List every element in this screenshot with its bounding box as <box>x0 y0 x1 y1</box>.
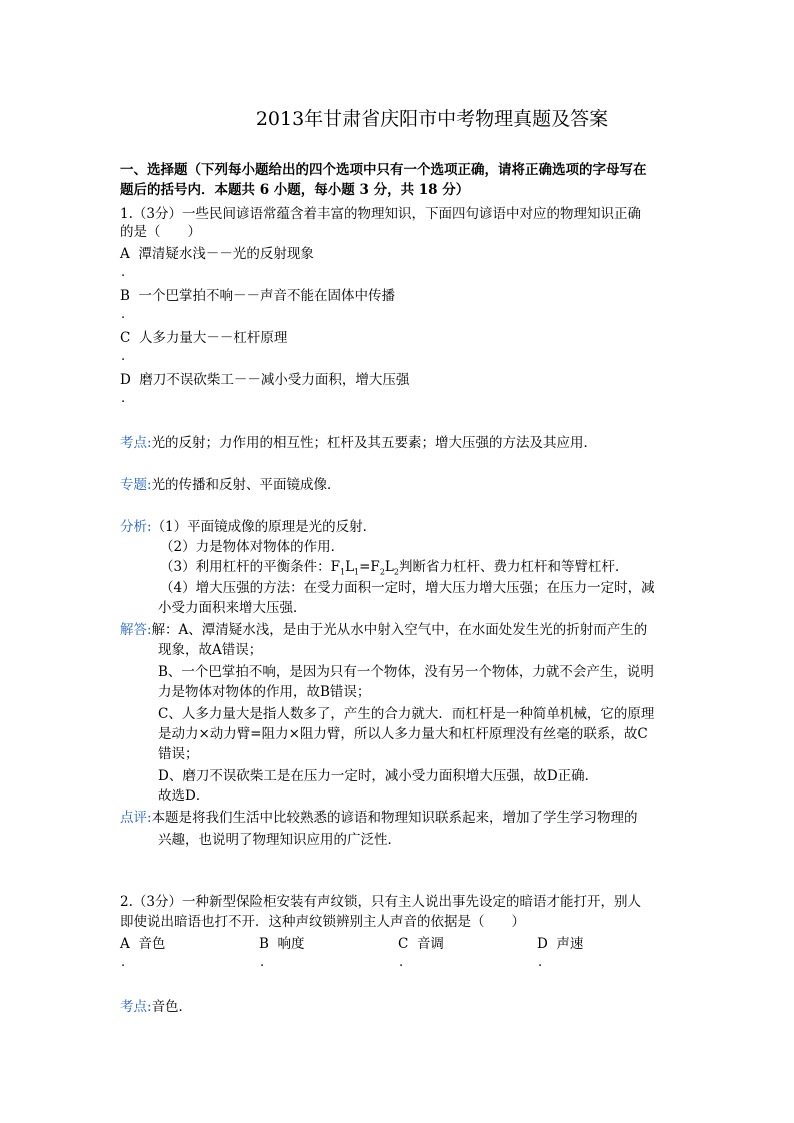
option-text: 人多力量大－－杠杆原理 <box>138 330 288 346</box>
zhuanti-text: 光的传播和反射、平面镜成像． <box>151 477 341 493</box>
option-dot: . <box>399 955 404 970</box>
q1-fenxi-line4: （4）增大压强的方法：在受力面积一定时，增大压力增大压强；在压力一定时，减 <box>160 580 655 596</box>
q2-kaodian <box>120 998 192 1016</box>
option-text: 音调 <box>416 936 444 952</box>
q1-stem-line2: 的是（ ） <box>120 224 201 240</box>
fenxi3-text: L <box>345 559 355 575</box>
option-dot: . <box>121 955 126 970</box>
q1-kaodian <box>120 434 597 452</box>
q1-option-d <box>120 371 409 389</box>
option-dot: . <box>121 349 126 364</box>
option-text: 声速 <box>556 936 584 952</box>
page-title: 2013年甘肃省庆阳市中考物理真题及答案 <box>255 108 609 130</box>
option-letter: A <box>120 246 130 262</box>
q1-jieda-line8: D、磨刀不误砍柴工是在压力一定时，减小受力面积增大压强，故D正确． <box>158 768 599 784</box>
subscript: 1 <box>339 567 346 577</box>
q2-stem-line2: 即使说出暗语也打不开．这种声纹锁辨别主人声音的依据是（ ） <box>120 914 525 930</box>
option-text: 磨刀不误砍柴工－－减小受力面积，增大压强 <box>139 372 410 388</box>
option-dot: . <box>538 955 543 970</box>
jieda-text: 解：A、潭清疑水浅，是由于光从水中射入空气中，在水面处发生光的折射而产生的 <box>151 622 648 638</box>
option-letter: D <box>537 936 548 952</box>
zhuanti-label: 专题: <box>120 477 152 493</box>
option-text: 一个巴掌拍不响－－声音不能在固体中传播 <box>138 288 396 304</box>
kaodian-label: 考点: <box>120 435 152 451</box>
option-dot: . <box>121 391 126 406</box>
q1-jieda-line6: 是动力×动力臂=阻力×阻力臂，所以人多力量大和杠杆原理没有丝毫的联系，故C <box>158 726 648 742</box>
option-letter: A <box>120 936 130 952</box>
option-letter: C <box>120 330 131 346</box>
q2-stem-line1: 2.（3分）一种新型保险柜安装有声纹锁，只有主人说出事先设定的暗语才能打开，别人 <box>120 894 641 910</box>
option-dot: . <box>121 265 126 280</box>
q1-fenxi-line5: 小受力面积来增大压强． <box>158 600 307 616</box>
q2-option-d <box>537 935 583 953</box>
fenxi3-text: 判断省力杠杆、费力杠杆和等臂杠杆． <box>398 559 629 575</box>
q1-jieda-line1 <box>120 621 647 639</box>
kaodian-text: 光的反射；力作用的相互性；杠杆及其五要素；增大压强的方法及其应用． <box>151 435 598 451</box>
q1-option-b <box>120 287 395 305</box>
kaodian-label: 考点: <box>120 999 152 1015</box>
subscript: 2 <box>379 567 385 577</box>
q1-jieda-line4: 力是物体对物体的作用，故B错误； <box>158 684 371 700</box>
fenxi3-text: L <box>384 559 394 575</box>
q1-option-c <box>120 329 287 347</box>
q1-fenxi-line2: （2）力是物体对物体的作用． <box>160 539 345 555</box>
q1-jieda-line9: 故选D． <box>158 788 210 804</box>
q1-jieda-line2: 现象，故A错误； <box>158 642 263 658</box>
q1-option-a <box>120 245 314 263</box>
q1-jieda-line3: B、一个巴掌拍不响，是因为只有一个物体，没有另一个物体，力就不会产生，说明 <box>158 664 654 680</box>
section-heading-line1: 一、选择题（下列每小题给出的四个选项中只有一个选项正确，请将正确选项的字母写在 <box>120 162 647 178</box>
subscript: 2 <box>393 567 399 577</box>
q1-zhuanti <box>120 476 341 494</box>
option-letter: B <box>120 288 130 304</box>
option-letter: C <box>398 936 409 952</box>
fenxi3-text: （3）利用杠杆的平衡条件：F <box>160 559 340 575</box>
jieda-label: 解答: <box>120 622 152 638</box>
option-dot: . <box>260 955 265 970</box>
q1-stem-line1: 1.（3分）一些民间谚语常蕴含着丰富的物理知识，下面四句谚语中对应的物理知识正确 <box>120 206 641 222</box>
q1-jieda-line5: C、人多力量大是指人数多了，产生的合力就大．而杠杆是一种简单机械，它的原理 <box>158 706 655 722</box>
q1-dianping-line2: 兴趣，也说明了物理知识应用的广泛性． <box>158 832 401 848</box>
option-text: 音色 <box>138 936 166 952</box>
q1-dianping-line1 <box>120 809 638 827</box>
fenxi-text: （1）平面镜成像的原理是光的反射． <box>151 519 377 535</box>
option-dot: . <box>121 307 126 322</box>
subscript: 1 <box>354 567 360 577</box>
q2-option-c <box>398 935 444 953</box>
option-text: 潭清疑水浅－－光的反射现象 <box>138 246 314 262</box>
q1-fenxi-line1 <box>120 518 376 536</box>
fenxi-label: 分析: <box>120 519 152 535</box>
dianping-label: 点评: <box>120 810 152 826</box>
q1-jieda-line7: 错误； <box>158 746 199 762</box>
kaodian-text: 音色． <box>151 999 193 1015</box>
option-letter: B <box>259 936 269 952</box>
option-text: 响度 <box>277 936 305 952</box>
dianping-text: 本题是将我们生活中比较熟悉的谚语和物理知识联系起来，增加了学生学习物理的 <box>151 810 638 826</box>
option-letter: D <box>120 372 131 388</box>
q2-option-a <box>120 935 165 953</box>
section-heading-line2: 题后的括号内．本题共 6 小题，每小题 3 分，共 18 分） <box>120 182 470 198</box>
fenxi3-text: =F <box>359 559 380 575</box>
q2-option-b <box>259 935 305 953</box>
